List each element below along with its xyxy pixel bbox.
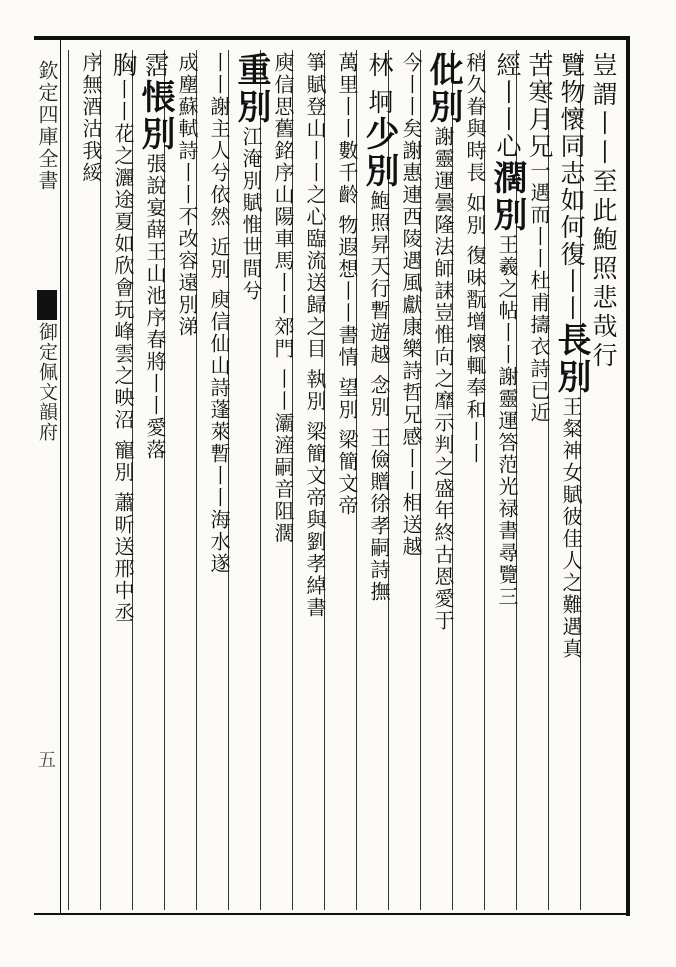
headword: 悵別 <box>135 79 175 153</box>
headword: 重別 <box>231 52 271 126</box>
annotation: 王粲神女賦彼佳人之難遇真 <box>559 396 583 660</box>
gutter-collection-title: 欽定四庫全書 <box>35 60 59 192</box>
column-text: 覽物懷同志如何復丨丨 <box>557 52 586 322</box>
column-text: 豈謂丨丨至此鮑照悲哉行 <box>589 52 618 371</box>
column-text: 胸 <box>109 52 138 79</box>
annotation: 成塵蘇軾詩丨丨不改容遠別涕 <box>175 52 199 338</box>
annotation: 一遇而丨丨杜甫擣衣詩已近 <box>527 160 551 424</box>
frame-bottom-rule <box>34 913 630 915</box>
column-text: 林 坰 <box>365 52 394 116</box>
column-text: 經丨丨心 <box>493 52 522 160</box>
annotation: 萬里丨丨數千齡 物遐想丨丨書情 望別 梁簡文帝 <box>335 52 359 518</box>
headword: 濶別 <box>487 160 527 234</box>
annotation: 丨丨花之灑途夏如欣會玩峰雲之映沼 寵別 蕭昕送邢中丞 <box>111 79 135 624</box>
annotation: 庾信思舊銘序山陽車馬丨丨郊門 丨丨灞滻嗣音阻濶 <box>271 52 295 545</box>
fishtail-mark <box>37 290 57 320</box>
column-text: 霑 <box>141 52 170 79</box>
annotation: 丨丨謝主人兮依然 近別 庾信仙山詩蓬萊暫丨丨海水遂 <box>207 52 231 575</box>
annotation: 序無酒沽我綏 <box>79 52 103 184</box>
annotation: 王羲之帖丨丨謝靈運答范光禄書尋覽三 <box>495 234 519 608</box>
annotation: 謝靈運曇隆法師誄豈惟向之靡示判之盛年終古恩愛于 <box>431 126 455 632</box>
annotation: 箏賦登山丨丨之心臨流送歸之目 執別 梁簡文帝與劉孝綽書 <box>303 52 327 619</box>
column-text: 苦寒月兄 <box>525 52 554 160</box>
annotation: 張說宴薛王山池序春將丨丨愛落 <box>143 153 167 461</box>
text-column-17 <box>68 50 115 910</box>
annotation: 江淹別賦惟世間兮 <box>239 126 263 302</box>
gutter-book-title: 御定佩文韻府 <box>36 322 58 442</box>
annotation: 鮑照昇天行暫遊越 念別 王儉贈徐孝嗣詩撫 <box>367 189 391 603</box>
frame-top-rule <box>34 36 630 40</box>
headword: 長別 <box>551 322 591 396</box>
annotation: 今丨丨矣謝惠連西陵遇風獻康樂詩哲兄感丨丨相送越 <box>399 52 423 558</box>
headword: 仳別 <box>423 52 463 126</box>
leaf-number: 五 <box>35 750 56 768</box>
headword: 少別 <box>359 115 399 190</box>
annotation: 稍久眷與時長 如別 復味翫增懷輒奉和丨丨 <box>463 52 487 465</box>
